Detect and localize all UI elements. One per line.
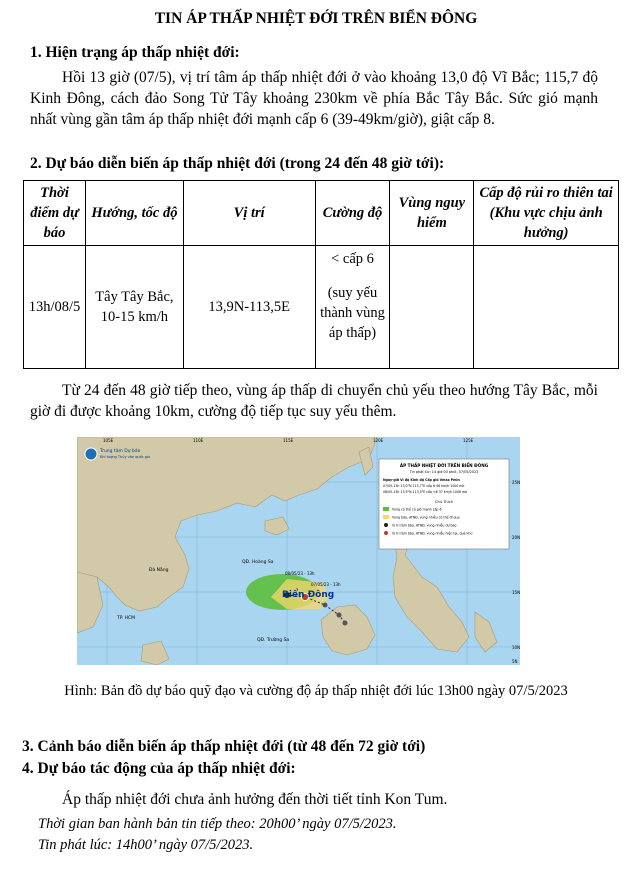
cell-direction: Tây Tây Bắc, 10-15 km/h: [85, 246, 183, 369]
next-issue-time: Thời gian ban hành bản tin tiếp theo: 20h00’ ngày 07/5/2023.: [38, 816, 397, 832]
legend-issue: Tin phát lúc: 14 giờ 00 phút, 07/05/2023: [409, 470, 479, 474]
cell-time: 13h/08/5: [24, 246, 86, 369]
lon-tick-label: 115E: [283, 438, 294, 443]
legend-note-title: Chú Thích: [435, 500, 453, 504]
legend-note2: Vùng bão, ATNĐ, vùng nhiễu có thể đi qua: [392, 515, 460, 520]
table-row: [24, 246, 619, 369]
legend-row2: 08/05-13h 13,9°N 113,5°E cấp <6 37 km/h 1006 mb: [383, 490, 468, 494]
lon-tick-label: 120E: [373, 438, 384, 443]
legend-note3: Vị trí tâm bão, ATNĐ, vùng nhiễu dự báo: [392, 523, 457, 528]
past-position-icon: [337, 613, 342, 618]
col-header-danger: Vùng nguy hiểm: [390, 181, 474, 246]
table-header-row: [24, 181, 619, 246]
lat-tick-label: 20N: [512, 535, 520, 540]
label-forecast-time: 08/05/23 - 13h: [285, 571, 315, 576]
label-truong-sa: QĐ. Trường Sa: [257, 638, 290, 643]
lon-tick-label: 105E: [103, 438, 114, 443]
label-current-time: 07/05/23 - 13h: [311, 582, 341, 587]
col-header-intensity: Cường độ: [315, 181, 390, 246]
lon-tick-label: 110E: [193, 438, 204, 443]
label-hoang-sa: QĐ. Hoàng Sa: [242, 560, 274, 565]
cell-risk: [474, 246, 619, 369]
legend-title: ÁP THẤP NHIỆT ĐỚI TRÊN BIỂN ĐÔNG: [399, 463, 489, 468]
section2-after-text: Từ 24 đến 48 giờ tiếp theo, vùng áp thấp di chuyển chủ yếu theo hướng Tây Bắc, mỗi giờ đi được khoảng 10km, cường độ tiếp tục suy yếu thêm.: [30, 382, 598, 420]
map-caption: Hình: Bản đồ dự báo quỹ đạo và cường độ áp thấp nhiệt đới lúc 13h00 ngày 07/5/2023: [64, 683, 568, 699]
past-position-icon: [343, 621, 348, 626]
section1-heading: 1. Hiện trạng áp thấp nhiệt đới:: [30, 44, 240, 61]
label-tp-hcm: TP. HCM: [117, 616, 136, 621]
section4-heading: 4. Dự báo tác động của áp thấp nhiệt đới:: [22, 760, 296, 777]
legend-row1: 07/05-13h 13,0°N 115,7°E cấp 6 46 km/h 1000 mb: [383, 484, 465, 488]
legend-header: Ngày-giờ Vĩ độ Kinh độ Cấp gió Vmax Pmin: [383, 478, 460, 482]
col-header-direction: Hướng, tốc độ: [85, 181, 183, 246]
intensity-level: < cấp 6: [331, 251, 374, 267]
document-title: TIN ÁP THẤP NHIỆT ĐỚI TRÊN BIỂN ĐÔNG: [154, 10, 478, 27]
lon-tick-label: 125E: [463, 438, 474, 443]
lat-tick-label: 25N: [512, 480, 520, 485]
section4-text: Áp thấp nhiệt đới chưa ảnh hưởng đến thời tiết tỉnh Kon Tum.: [62, 791, 448, 808]
col-header-position: Vị trí: [183, 181, 315, 246]
past-position-icon: [323, 603, 328, 608]
agency-line1: Trung tâm Dự báo: [100, 449, 141, 454]
agency-line2: Khí tượng Thủy văn quốc gia: [100, 455, 151, 459]
label-bien-dong: Biển Đông: [282, 590, 335, 600]
section2-heading: 2. Dự báo diễn biến áp thấp nhiệt đới (trong 24 đến 48 giờ tới):: [30, 155, 445, 172]
forecast-table: [23, 180, 619, 369]
lat-tick-label: 10N: [512, 645, 520, 650]
cell-danger: [390, 246, 474, 369]
label-da-nang: Đà Nẵng: [149, 568, 169, 573]
col-header-risk: Cấp độ rủi ro thiên tai (Khu vực chịu ảnh hưởng): [474, 181, 619, 246]
section1-text: Hồi 13 giờ (07/5), vị trí tâm áp thấp nhiệt đới ở vào khoảng 13,0 độ Vĩ Bắc; 115,7 độ Kinh Đông, cách đảo Song Tử Tây khoảng 230km về phía Bắc Tây Bắc. Sức gió mạnh nhất vùng gần tâm áp thấp nhiệt đới mạnh cấp 6 (39-49km/giờ), giật cấp 8.: [30, 69, 598, 128]
col-header-time: Thời điểm dự báo: [24, 181, 86, 246]
lat-tick-label: 15N: [512, 590, 520, 595]
legend-note1: Vùng có thể có gió mạnh cấp 6: [392, 507, 442, 512]
lat-tick-label: 5N: [512, 659, 518, 664]
map-legend: [379, 459, 509, 549]
issued-time: Tin phát lúc: 14h00’ ngày 07/5/2023.: [38, 837, 254, 853]
intensity-note: (suy yếu thành vùng áp thấp): [320, 285, 385, 341]
forecast-map: [77, 437, 520, 665]
section3-heading: 3. Cảnh báo diễn biến áp thấp nhiệt đới (từ 48 đến 72 giờ tới): [22, 738, 426, 755]
cell-intensity: [315, 246, 390, 369]
agency-logo-icon: [85, 448, 97, 460]
legend-note4: Vị trí tâm bão, ATNĐ, vùng nhiễu hiện tại, quá khứ: [392, 531, 473, 536]
cell-position: 13,9N-113,5E: [183, 246, 315, 369]
